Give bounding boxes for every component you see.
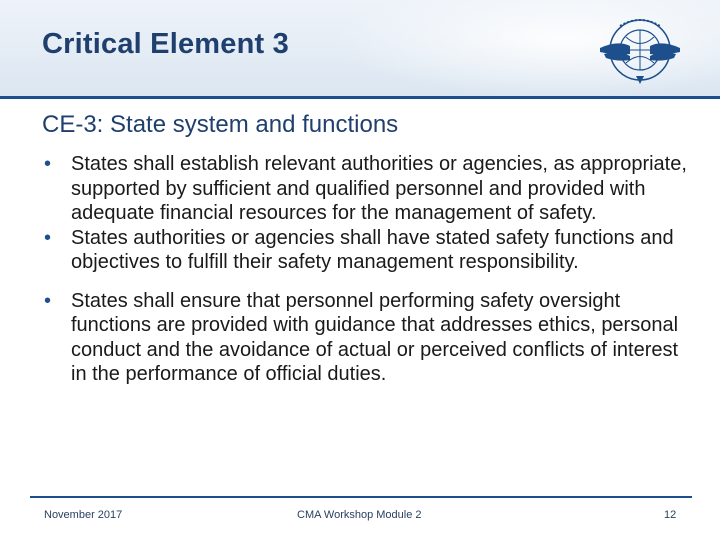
slide-header (0, 0, 720, 98)
bullet-item (44, 152, 694, 226)
footer-divider (30, 496, 692, 498)
bullet-marker: • (44, 153, 52, 175)
slide-title: Critical Element 3 (42, 28, 289, 60)
page-number: 12 (664, 509, 677, 521)
bullet-list (44, 152, 694, 387)
bullet-text: States authorities or agencies shall have stated safety functions and objectives to fulfill their safety management responsibility. (71, 226, 674, 273)
bullet-spacer (44, 275, 694, 289)
bullet-text: States shall establish relevant authorities or agencies, as appropriate, supported by sufficient and qualified personnel and provided with adequate financial resources for the management of safety. (71, 153, 687, 224)
header-divider (0, 96, 720, 99)
icao-emblem-icon (596, 10, 684, 88)
bullet-item (44, 289, 694, 387)
bullet-text: States shall ensure that personnel performing safety oversight functions are provided with guidance that addresses ethics, personal conduct and the avoidance of actual or perceived conflicts of interest in the performance of official duties. (71, 289, 679, 385)
footer-date: November 2017 (44, 509, 123, 521)
bullet-item (44, 226, 694, 275)
footer-module: CMA Workshop Module 2 (297, 509, 422, 521)
bullet-marker: • (44, 289, 52, 312)
bullet-marker: • (44, 226, 52, 249)
slide-subtitle: CE-3: State system and functions (42, 111, 399, 138)
